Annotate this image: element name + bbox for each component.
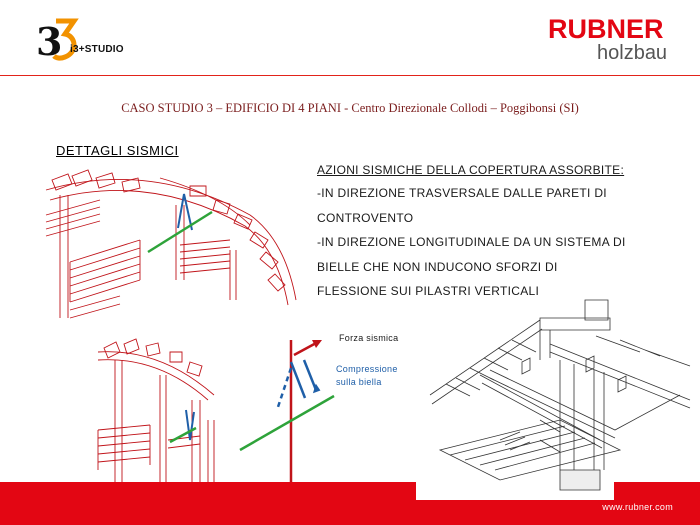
slide-title: CASO STUDIO 3 – EDIFICIO DI 4 PIANI - Centro Direzionale Collodi – Poggibonsi (SI) bbox=[121, 101, 579, 115]
body-text-heading: AZIONI SISMICHE DELLA COPERTURA ASSORBITE: bbox=[317, 163, 625, 177]
force-label: Forza sismica bbox=[339, 333, 399, 343]
studio-logo-text: i3+STUDIO bbox=[70, 44, 124, 55]
footer-url[interactable]: www.rubner.com bbox=[602, 502, 673, 512]
compression-label-line1: Compressione bbox=[336, 364, 398, 374]
compression-label-line2: sulla biella bbox=[336, 377, 382, 387]
rubner-logo-word: RUBNER bbox=[548, 14, 664, 44]
body-text-line: -IN DIREZIONE LONGITUDINALE DA UN SISTEMA DI bbox=[317, 235, 626, 249]
body-text-line: FLESSIONE SUI PILASTRI VERTICALI bbox=[317, 284, 540, 298]
svg-text:3: 3 bbox=[36, 19, 63, 64]
section-heading: DETTAGLI SISMICI bbox=[56, 143, 179, 158]
body-text-line: BIELLE CHE NON INDUCONO SFORZI DI bbox=[317, 260, 558, 274]
body-text-line: -IN DIREZIONE TRASVERSALE DALLE PARETI DI bbox=[317, 186, 607, 200]
holzbau-logo-word: holzbau bbox=[597, 42, 668, 64]
body-text-line: CONTROVENTO bbox=[317, 211, 414, 225]
